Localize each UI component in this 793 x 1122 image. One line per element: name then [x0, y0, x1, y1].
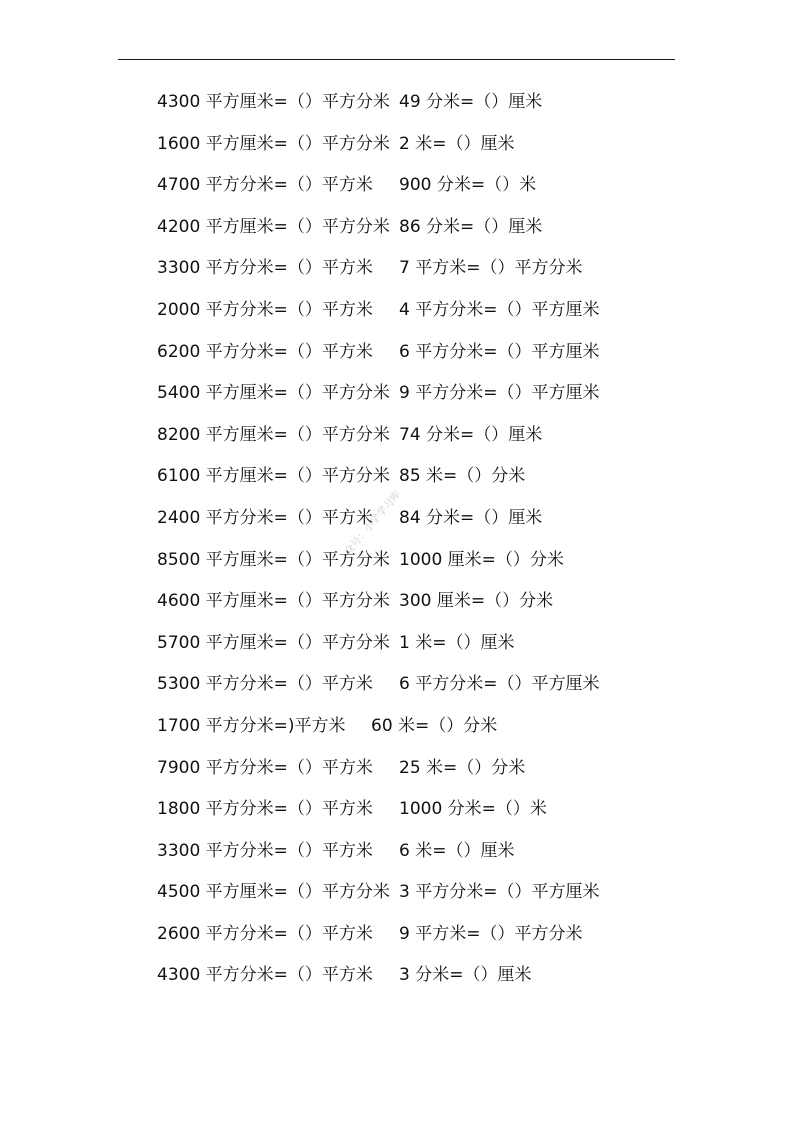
exercise-row [157, 955, 677, 997]
exercise-left: 2400 平方分米=（）平方米 [157, 507, 373, 528]
exercise-row [157, 290, 677, 332]
exercise-right: 4 平方分米=（）平方厘米 [399, 299, 600, 320]
exercise-left: 4200 平方厘米=（）平方分米 [157, 216, 390, 237]
exercise-row [157, 373, 677, 415]
exercise-left: 7900 平方分米=（）平方米 [157, 757, 373, 778]
exercise-right: 6 平方分米=（）平方厘米 [399, 674, 600, 695]
exercise-left: 8500 平方厘米=（）平方分米 [157, 549, 390, 570]
exercise-row [157, 872, 677, 914]
exercise-right: 3 平方分米=（）平方厘米 [399, 882, 600, 903]
exercise-row [157, 581, 677, 623]
exercise-right: 9 平方米=（）平方分米 [399, 923, 583, 944]
exercise-left: 4600 平方厘米=（）平方分米 [157, 591, 390, 612]
exercise-row [157, 248, 677, 290]
exercise-left: 2600 平方分米=（）平方米 [157, 923, 373, 944]
exercise-right: 86 分米=（）厘米 [399, 216, 543, 237]
exercise-row [157, 124, 677, 166]
exercise-left: 5700 平方厘米=（）平方分米 [157, 632, 390, 653]
exercise-right: 6 平方分米=（）平方厘米 [399, 341, 600, 362]
exercise-row [157, 540, 677, 582]
exercise-right: 3 分米=（）厘米 [399, 965, 532, 986]
exercise-right: 25 米=（）分米 [399, 757, 526, 778]
exercise-left: 8200 平方厘米=（）平方分米 [157, 424, 390, 445]
exercise-list [157, 82, 677, 997]
exercise-right: 900 分米=（）米 [399, 175, 537, 196]
exercise-row [157, 831, 677, 873]
exercise-left: 3300 平方分米=（）平方米 [157, 840, 373, 861]
exercise-right: 1000 分米=（）米 [399, 799, 547, 820]
exercise-left: 4300 平方厘米=（）平方分米 [157, 92, 390, 112]
exercise-left: 2000 平方分米=（）平方米 [157, 299, 373, 320]
exercise-right: 1000 厘米=（）分米 [399, 549, 564, 570]
exercise-row [157, 498, 677, 540]
exercise-left: 5400 平方厘米=（）平方分米 [157, 383, 390, 404]
exercise-row [157, 165, 677, 207]
exercise-row [157, 332, 677, 374]
exercise-left: 1800 平方分米=（）平方米 [157, 799, 373, 820]
exercise-left: 1700 平方分米=)平方米 [157, 715, 346, 736]
exercise-right: 49 分米=（）厘米 [399, 92, 543, 112]
exercise-left: 6100 平方厘米=（）平方分米 [157, 466, 390, 487]
exercise-row [157, 415, 677, 457]
exercise-right: 7 平方米=（）平方分米 [399, 258, 583, 279]
exercise-left: 1600 平方厘米=（）平方分米 [157, 133, 390, 154]
exercise-left: 3300 平方分米=（）平方米 [157, 258, 373, 279]
exercise-row [157, 456, 677, 498]
exercise-right: 74 分米=（）厘米 [399, 424, 543, 445]
exercise-left: 4300 平方分米=（）平方米 [157, 965, 373, 986]
exercise-left: 6200 平方分米=（）平方米 [157, 341, 373, 362]
exercise-right: 6 米=（）厘米 [399, 840, 515, 861]
exercise-right: 300 厘米=（）分米 [399, 591, 554, 612]
exercise-row [157, 664, 677, 706]
exercise-row [157, 623, 677, 665]
exercise-row [157, 706, 677, 748]
exercise-row [157, 82, 677, 124]
exercise-right: 84 分米=（）厘米 [399, 507, 543, 528]
exercise-right: 9 平方分米=（）平方厘米 [399, 383, 600, 404]
exercise-row [157, 207, 677, 249]
exercise-left: 4700 平方分米=（）平方米 [157, 175, 373, 196]
exercise-row [157, 914, 677, 956]
exercise-right: 2 米=（）厘米 [399, 133, 515, 154]
exercise-left: 4500 平方厘米=（）平方分米 [157, 882, 390, 903]
exercise-right: 60 米=（）分米 [371, 715, 498, 736]
exercise-row [157, 789, 677, 831]
exercise-row [157, 748, 677, 790]
watermark: 众号：小学学习库 [343, 489, 403, 558]
header-rule [118, 59, 675, 60]
exercise-left: 5300 平方分米=（）平方米 [157, 674, 373, 695]
exercise-right: 1 米=（）厘米 [399, 632, 515, 653]
exercise-right: 85 米=（）分米 [399, 466, 526, 487]
